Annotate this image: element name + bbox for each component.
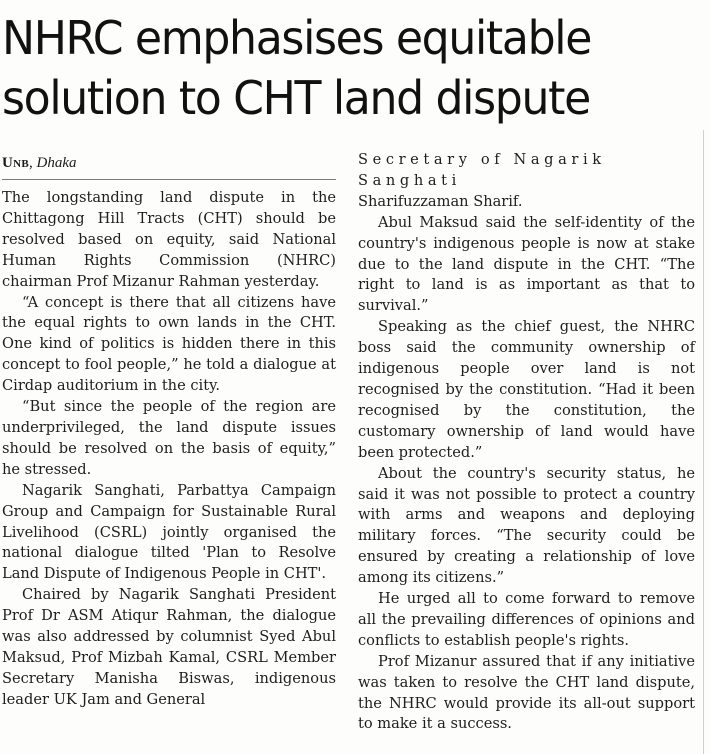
paragraph: Nagarik Sanghati, Parbattya Campaign Group and Campaign for Sustainable Rural Livelihood (CSRL) jointly organised the national dialogue tilted 'Plan to Resolve Land Dispute of Indigenous People in CHT'. — [2, 481, 336, 583]
paragraph: He urged all to come forward to remove all the prevailing differences of opinions and conflicts to establish people's rights. — [358, 590, 695, 649]
headline-line-1: NHRC emphasises equitable — [2, 11, 592, 65]
byline-agency: Unb — [2, 155, 30, 171]
paragraph: The longstanding land dispute in the Chittagong Hill Tracts (CHT) should be resolved based on equity, said National Human Rights Commission (NHRC) chairman Prof Mizanur Rahman yesterday. — [2, 189, 336, 290]
article-column-left — [2, 188, 336, 711]
column-rule — [703, 130, 704, 754]
byline-place: Dhaka — [36, 155, 77, 171]
paragraph-continuation-line: Secretary of Nagarik Sanghati — [358, 151, 606, 189]
headline-line-2: solution to CHT land dispute — [2, 71, 590, 125]
byline-separator: , — [29, 155, 37, 171]
byline — [2, 153, 336, 180]
paragraph: Speaking as the chief guest, the NHRC boss said the community ownership of indigenous people over land is not recognised by the constitution. “Had it been recognised by the constitution, the customary ownership of land would have been protected.” — [358, 318, 695, 461]
paragraph: “But since the people of the region are underprivileged, the land dispute issues should be resolved on the basis of equity,” he stressed. — [2, 398, 336, 478]
paragraph: Prof Mizanur assured that if any initiative was taken to resolve the CHT land dispute, the NHRC would provide its all-out support to make it a success. — [358, 652, 695, 733]
paragraph: Chaired by Nagarik Sanghati President Prof Dr ASM Atiqur Rahman, the dialogue was also addressed by columnist Syed Abul Maksud, Prof Mizbah Kamal, CSRL Member Secretary Manisha Biswas, indigenous leader UK Jam and General — [2, 586, 336, 708]
paragraph: “A concept is there that all citizens have the equal rights to own lands in the CHT. One kind of politics is hidden there in this concept to fool people,” he told a dialogue at Cirdap auditorium in the city. — [2, 293, 336, 395]
paragraph: About the country's security status, he said it was not possible to protect a country with arms and weapons and deploying military forces. “The security could be ensured by creating a relationship of love among its citizens.” — [358, 464, 695, 587]
headline — [2, 8, 679, 128]
paragraph: Abul Maksud said the self-identity of the country's indigenous people is now at stake due to the land dispute in the CHT. “The right to land is as important as that to survival.” — [358, 213, 695, 315]
article-column-right — [358, 150, 695, 735]
paragraph-continuation-end: Sharifuzzaman Sharif. — [358, 192, 523, 210]
